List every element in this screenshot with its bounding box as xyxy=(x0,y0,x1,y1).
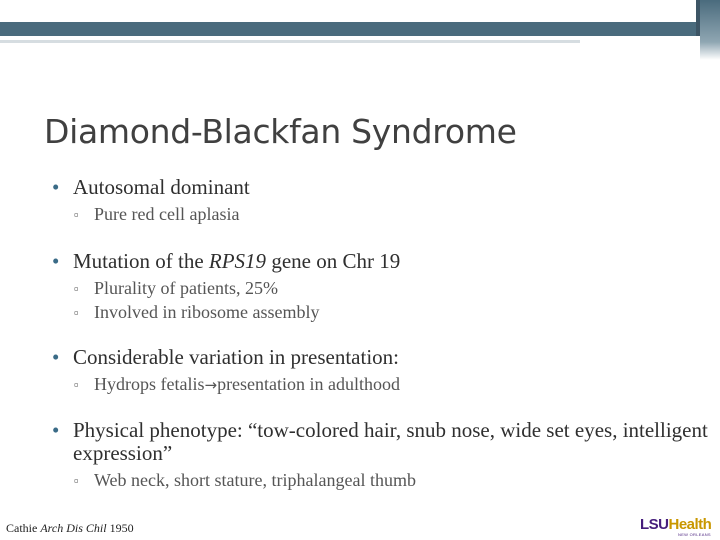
slide-title: Diamond-Blackfan Syndrome xyxy=(44,112,517,151)
citation-author: Cathie xyxy=(6,521,41,535)
bullet-text: Physical phenotype: “tow-colored hair, snub nose, wide set eyes, intelligent expression” xyxy=(73,418,708,465)
sub-bullet-text-after: presentation in adulthood xyxy=(217,374,401,394)
bullet-marker: • xyxy=(52,345,60,369)
sub-bullet-pure-red-cell-aplasia xyxy=(52,202,712,226)
gene-name: RPS19 xyxy=(208,249,267,273)
sub-bullet-ribosome-assembly xyxy=(52,300,712,324)
right-arrow-icon: → xyxy=(204,376,218,394)
bullet-text-before: Mutation of the xyxy=(73,249,209,273)
sub-bullet-marker: ▫ xyxy=(74,305,79,320)
sub-bullet-list xyxy=(52,276,712,324)
sub-bullet-text: Involved in ribosome assembly xyxy=(94,302,320,322)
sub-bullet-marker: ▫ xyxy=(74,377,79,392)
bullet-marker: • xyxy=(52,418,60,442)
citation-year: 1950 xyxy=(106,521,134,535)
logo-location-text: NEW ORLEANS xyxy=(678,532,711,537)
sub-bullet-marker: ▫ xyxy=(74,473,79,488)
header-accent-line xyxy=(0,40,580,43)
bullet-variation xyxy=(52,346,712,397)
citation-journal: Arch Dis Chil xyxy=(40,521,107,535)
bullet-marker: • xyxy=(52,249,60,273)
logo-health-text: Health xyxy=(668,516,712,533)
sub-bullet-marker: ▫ xyxy=(74,281,79,296)
bullet-text-after: gene on Chr 19 xyxy=(266,249,401,273)
bullet-mutation-rps19 xyxy=(52,250,712,324)
bullet-list xyxy=(52,176,712,492)
sub-bullet-text: Web neck, short stature, triphalangeal thumb xyxy=(94,470,416,490)
sub-bullet-text-before: Hydrops fetalis xyxy=(94,374,205,394)
header-corner-fade xyxy=(700,0,720,60)
sub-bullet-text: Pure red cell aplasia xyxy=(94,204,240,224)
sub-bullet-plurality xyxy=(52,276,712,300)
logo-lsu-text: LSU xyxy=(640,516,669,533)
citation xyxy=(6,521,134,536)
sub-bullet-marker: ▫ xyxy=(74,207,79,222)
header-bar xyxy=(0,22,720,36)
sub-bullet-list xyxy=(52,202,712,226)
bullet-text: Autosomal dominant xyxy=(73,175,250,199)
bullet-text: Considerable variation in presentation: xyxy=(73,345,399,369)
sub-bullet-list xyxy=(52,372,712,397)
sub-bullet-text: Plurality of patients, 25% xyxy=(94,278,278,298)
bullet-autosomal-dominant xyxy=(52,176,712,226)
sub-bullet-hydrops xyxy=(52,372,712,397)
sub-bullet-web-neck xyxy=(52,468,712,492)
sub-bullet-list xyxy=(52,468,712,492)
lsu-health-logo xyxy=(640,516,716,538)
bullet-physical-phenotype xyxy=(52,419,712,492)
bullet-marker: • xyxy=(52,175,60,199)
